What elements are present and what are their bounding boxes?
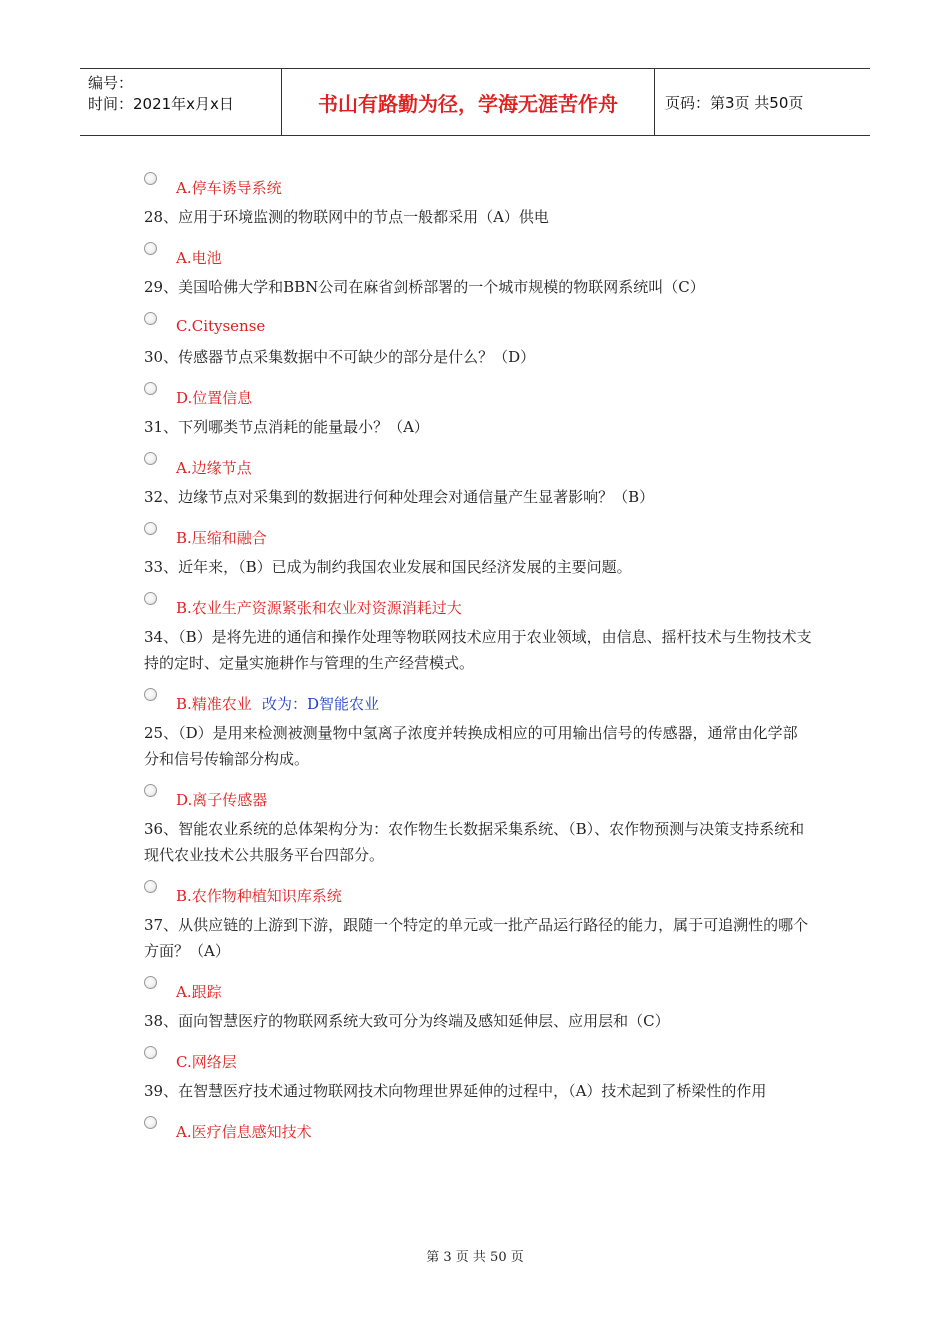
- answer-option[interactable]: [144, 876, 812, 912]
- answer-option[interactable]: [144, 684, 812, 720]
- answer-option[interactable]: [144, 238, 812, 274]
- radio-button-icon[interactable]: [144, 312, 157, 325]
- answer-option[interactable]: [144, 168, 812, 204]
- answer-correction: 改为：D智能农业: [262, 695, 380, 713]
- answer-option-text: C.Citysense: [176, 317, 266, 335]
- answer-option[interactable]: [144, 780, 812, 816]
- answer-option-text: D.位置信息: [176, 389, 253, 407]
- page-header: [80, 68, 870, 136]
- answer-option-text: D.离子传感器: [176, 791, 268, 809]
- answer-option-text: B.农业生产资源紧张和农业对资源消耗过大: [176, 599, 462, 617]
- time-label: 时间：2021年x月x日: [88, 95, 234, 113]
- answer-option-text: C.网络层: [176, 1053, 237, 1071]
- question-text: 34、（B）是将先进的通信和操作处理等物联网技术应用于农业领域，由信息、摇杆技术与生物技术支持的定时、定量实施耕作与管理的生产经营模式。: [144, 628, 812, 672]
- answer-option[interactable]: [144, 518, 812, 554]
- answer-option[interactable]: [144, 588, 812, 624]
- radio-button-icon[interactable]: [144, 242, 157, 255]
- answer-option[interactable]: [144, 1042, 812, 1078]
- question-text: 28、应用于环境监测的物联网中的节点一般都采用（A）供电: [144, 208, 549, 226]
- answer-option[interactable]: [144, 448, 812, 484]
- answer-option-text: B.农作物种植知识库系统: [176, 887, 342, 905]
- question-text: 37、从供应链的上游到下游，跟随一个特定的单元或一批产品运行路径的能力，属于可追溯性的哪个方面？（A）: [144, 916, 809, 960]
- answer-option[interactable]: [144, 1112, 812, 1148]
- radio-button-icon[interactable]: [144, 688, 157, 701]
- question-text: 25、（D）是用来检测被测量物中氢离子浓度并转换成相应的可用输出信号的传感器，通常由化学部分和信号传输部分构成。: [144, 724, 798, 768]
- page-footer: 第 3 页 共 50 页: [426, 1250, 524, 1265]
- question-list: [144, 168, 812, 1148]
- answer-option[interactable]: [144, 308, 812, 344]
- answer-option-text: B.精准农业: [176, 695, 252, 713]
- radio-button-icon[interactable]: [144, 592, 157, 605]
- answer-option-text: A.医疗信息感知技术: [176, 1123, 312, 1141]
- question-text: 38、面向智慧医疗的物联网系统大致可分为终端及感知延伸层、应用层和（C）: [144, 1012, 670, 1030]
- answer-option[interactable]: [144, 378, 812, 414]
- question-text: 29、美国哈佛大学和BBN公司在麻省剑桥部署的一个城市规模的物联网系统叫（C）: [144, 278, 705, 296]
- radio-button-icon[interactable]: [144, 522, 157, 535]
- header-page-info: 页码：第3页 共50页: [665, 93, 804, 112]
- answer-option[interactable]: [144, 972, 812, 1008]
- question-text: 30、传感器节点采集数据中不可缺少的部分是什么？（D）: [144, 348, 536, 366]
- radio-button-icon[interactable]: [144, 880, 157, 893]
- radio-button-icon[interactable]: [144, 1116, 157, 1129]
- radio-button-icon[interactable]: [144, 382, 157, 395]
- question-text: 32、边缘节点对采集到的数据进行何种处理会对通信量产生显著影响？（B）: [144, 488, 655, 506]
- answer-option-text: A.边缘节点: [176, 459, 252, 477]
- radio-button-icon[interactable]: [144, 452, 157, 465]
- answer-option-text: A.停车诱导系统: [176, 179, 282, 197]
- question-text: 36、智能农业系统的总体架构分为：农作物生长数据采集系统、（B）、农作物预测与决策支持系统和现代农业技术公共服务平台四部分。: [144, 820, 805, 864]
- question-text: 33、近年来，（B）已成为制约我国农业发展和国民经济发展的主要问题。: [144, 558, 632, 576]
- question-text: 31、下列哪类节点消耗的能量最小？（A）: [144, 418, 429, 436]
- answer-option-text: A.电池: [176, 249, 222, 267]
- answer-option-text: B.压缩和融合: [176, 529, 267, 547]
- header-motto: 书山有路勤为径，学海无涯苦作舟: [282, 69, 655, 135]
- radio-button-icon[interactable]: [144, 784, 157, 797]
- radio-button-icon[interactable]: [144, 172, 157, 185]
- header-meta: [80, 69, 282, 135]
- radio-button-icon[interactable]: [144, 976, 157, 989]
- question-text: 39、在智慧医疗技术通过物联网技术向物理世界延伸的过程中，（A）技术起到了桥梁性的作用: [144, 1082, 767, 1100]
- answer-option-text: A.跟踪: [176, 983, 222, 1001]
- number-label: 编号：: [88, 74, 134, 92]
- radio-button-icon[interactable]: [144, 1046, 157, 1059]
